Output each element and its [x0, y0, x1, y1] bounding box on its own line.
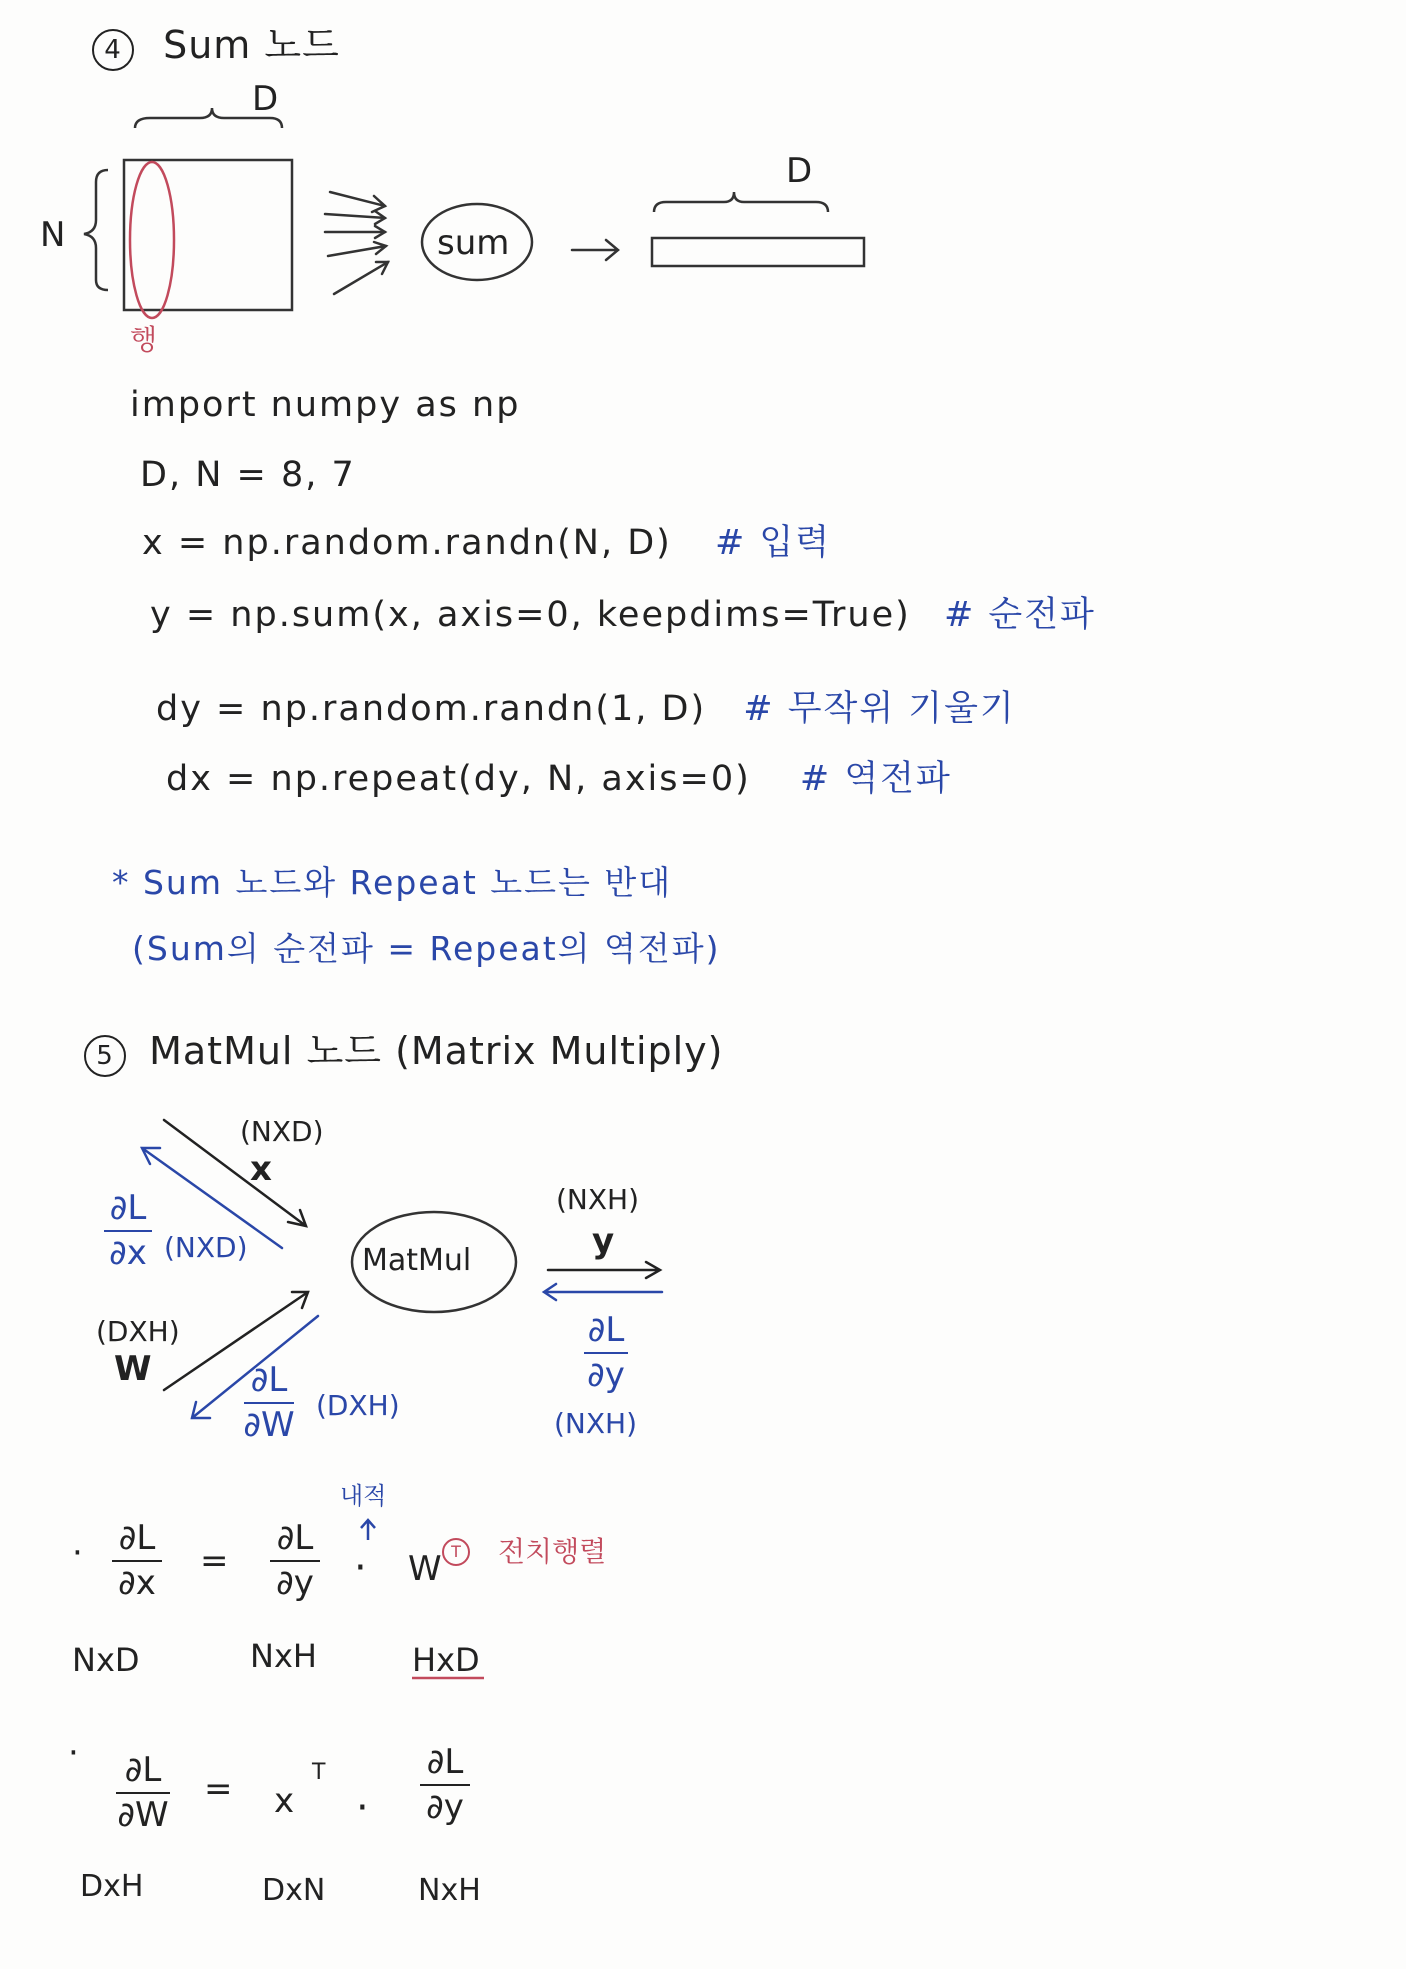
code-text: import numpy as np	[130, 385, 521, 425]
code-line-1	[130, 385, 521, 425]
matmul-node-label: MatMul	[362, 1243, 472, 1278]
eq2-lhs-den: ∂W	[117, 1795, 169, 1836]
note-line-1: * Sum 노드와 Repeat 노드는 반대	[112, 863, 673, 902]
eq2-bullet: ·	[68, 1733, 79, 1773]
x-shape-label: (NXD)	[240, 1115, 324, 1148]
dot-note: 내적	[340, 1482, 387, 1510]
y-forward-arrow	[548, 1262, 660, 1278]
section4-title: Sum 노드	[163, 23, 340, 67]
eq2-lhs-num: ∂L	[124, 1750, 162, 1790]
code-line-2	[140, 455, 356, 495]
eq2-shape-1: DxH	[80, 1869, 144, 1904]
output-brace	[654, 192, 828, 212]
left-brace	[84, 170, 108, 290]
eq2-x: x	[274, 1781, 295, 1821]
eq2-shape-3: NxH	[418, 1873, 481, 1908]
eq1-shape-1: NxD	[72, 1641, 140, 1679]
note-line-2: (Sum의 순전파 = Repeat의 역전파)	[132, 929, 721, 968]
dl-dx-den: ∂x	[109, 1233, 147, 1274]
code-comment: # 순전파	[943, 595, 1096, 635]
eq1-bullet: ·	[72, 1533, 83, 1573]
code-line-3	[142, 523, 832, 563]
dl-dy-fraction	[584, 1312, 628, 1395]
code-comment: # 역전파	[799, 759, 952, 799]
eq1-dot: ·	[354, 1545, 367, 1591]
n-label: N	[40, 215, 66, 255]
eq1-lhs-fraction	[112, 1520, 162, 1603]
w-label: W	[114, 1349, 152, 1389]
matrix-box	[124, 160, 292, 310]
output-bar	[652, 238, 864, 266]
dl-dx-num: ∂L	[109, 1188, 147, 1228]
section5-number: 5	[84, 1035, 126, 1077]
code-line-4	[150, 595, 1096, 635]
code-line-6	[166, 759, 952, 799]
eq2-shape-2: DxN	[262, 1873, 326, 1908]
code-text: dx = np.repeat(dy, N, axis=0)	[166, 759, 751, 799]
code-text: dy = np.random.randn(1, D)	[156, 689, 707, 729]
converging-arrows	[325, 192, 388, 294]
dx-shape-label: (NXD)	[164, 1231, 248, 1264]
y-shape-label: (NXH)	[556, 1183, 640, 1216]
output-d-label: D	[786, 151, 813, 191]
dl-dy-den: ∂y	[587, 1355, 625, 1396]
transpose-note: 전치행렬	[498, 1535, 607, 1568]
sum-node-label: sum	[437, 223, 510, 263]
dot-note-arrow	[361, 1520, 375, 1540]
eq1-rhs-fraction	[270, 1520, 320, 1603]
eq2-rhs-den: ∂y	[426, 1787, 464, 1828]
eq1-rhs-num: ∂L	[276, 1518, 314, 1558]
w-shape-label: (DXH)	[96, 1315, 180, 1348]
code-line-5	[156, 689, 1016, 729]
dl-dx-fraction	[104, 1190, 152, 1273]
eq2-equals: =	[204, 1769, 233, 1809]
eq1-lhs-num: ∂L	[118, 1518, 156, 1558]
section4-number: 4	[92, 29, 134, 71]
eq1-rhs-den: ∂y	[276, 1563, 314, 1604]
output-arrow	[572, 240, 618, 260]
section5-title: MatMul 노드 (Matrix Multiply)	[149, 1029, 724, 1073]
y-label: y	[592, 1221, 615, 1261]
y-backward-arrow	[544, 1284, 662, 1300]
eq1-shape-3: HxD	[412, 1641, 480, 1679]
section5-header	[84, 1029, 724, 1077]
d-label: D	[252, 79, 279, 119]
code-comment: # 무작위 기울기	[743, 689, 1016, 729]
row-label: 행	[130, 323, 158, 356]
eq1-equals: =	[200, 1541, 229, 1581]
eq2-rhs-fraction	[420, 1744, 470, 1827]
eq1-lhs-den: ∂x	[118, 1563, 156, 1604]
eq1-transpose-mark	[442, 1538, 470, 1566]
code-text: y = np.sum(x, axis=0, keepdims=True)	[150, 595, 911, 635]
dl-dw-num: ∂L	[250, 1360, 288, 1400]
code-comment: # 입력	[714, 523, 832, 563]
dl-dy-num: ∂L	[587, 1310, 625, 1350]
eq2-lhs-fraction	[116, 1752, 170, 1835]
dy-shape-label: (NXH)	[554, 1407, 638, 1440]
x-label: x	[250, 1149, 272, 1189]
section4-header	[92, 23, 340, 71]
eq2-transpose-mark: T	[312, 1760, 326, 1785]
t-circle: T	[442, 1538, 470, 1566]
dw-shape-label: (DXH)	[316, 1389, 400, 1422]
dl-dw-fraction	[244, 1362, 294, 1445]
dl-dw-den: ∂W	[243, 1405, 295, 1446]
code-text: D, N = 8, 7	[140, 455, 356, 495]
eq2-rhs-num: ∂L	[426, 1742, 464, 1782]
eq1-shape-2: NxH	[250, 1637, 317, 1675]
eq1-w: W	[408, 1549, 442, 1589]
column-ellipse	[130, 162, 174, 318]
eq2-dot: ·	[356, 1785, 369, 1831]
code-text: x = np.random.randn(N, D)	[142, 523, 672, 563]
